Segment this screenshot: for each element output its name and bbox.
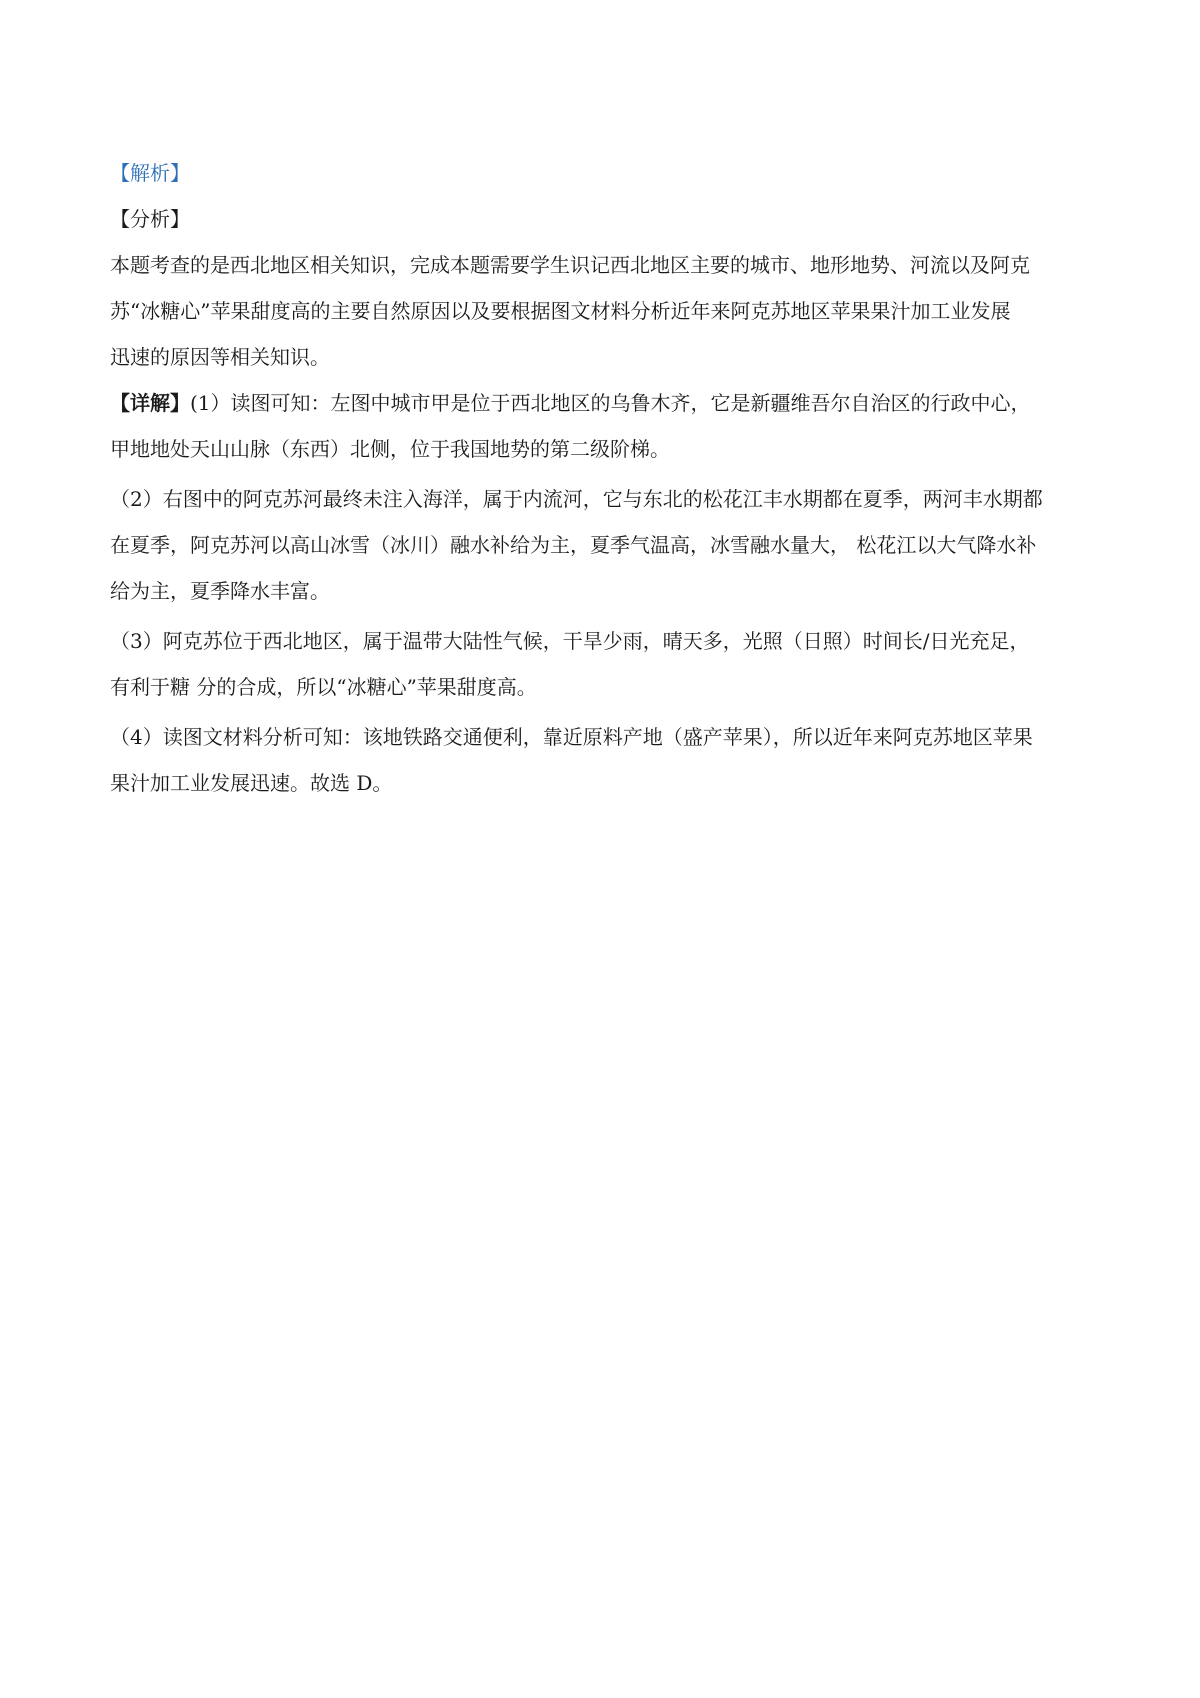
analysis-label: 【分析】 [110, 207, 190, 231]
detail-text: (1）读图可知：左图中城市甲是位于西北地区的乌鲁木齐，它是新疆维吾尔自治区的行政中心， [190, 391, 1031, 415]
detail-paragraph-4 [110, 714, 1096, 806]
detail-paragraph-2 [110, 476, 1096, 614]
detail-line: 给为主，夏季降水丰富。 [110, 579, 330, 603]
analysis-line: 苏“冰糖心”苹果甜度高的主要自然原因以及要根据图文材料分析近年来阿克苏地区苹果果汁加工业发展 [110, 299, 1011, 323]
detail-line: （4）读图文材料分析可知：该地铁路交通便利，靠近原料产地（盛产苹果），所以近年来阿克苏地区苹果 [110, 725, 1033, 749]
detail-paragraph-3 [110, 618, 1096, 710]
detail-line: 果汁加工业发展迅速。故选 D。 [110, 771, 393, 795]
detail-label: 【详解】 [110, 391, 190, 415]
detail-line: （3）阿克苏位于西北地区，属于温带大陆性气候，干旱少雨，晴天多，光照（日照）时间长/日光充足， [110, 629, 1030, 653]
analysis-line: 本题考查的是西北地区相关知识，完成本题需要学生识记西北地区主要的城市、地形地势、河流以及阿克 [110, 253, 1030, 277]
detail-paragraph-1 [110, 380, 1096, 472]
detail-line: （2）右图中的阿克苏河最终未注入海洋，属于内流河，它与东北的松花江丰水期都在夏季，两河丰水期都 [110, 487, 1043, 511]
analysis-line: 迅速的原因等相关知识。 [110, 345, 330, 369]
detail-line: 有利于糖 分的合成，所以“冰糖心”苹果甜度高。 [110, 675, 537, 699]
detail-line: 在夏季，阿克苏河以高山冰雪（冰川）融水补给为主，夏季气温高，冰雪融水量大， 松花江以大气降水补 [110, 533, 1037, 557]
explanation-heading: 【解析】 [110, 161, 190, 185]
analysis-paragraph [110, 242, 1096, 380]
answer-explanation [110, 150, 1096, 806]
detail-line: 甲地地处天山山脉（东西）北侧，位于我国地势的第二级阶梯。 [110, 437, 670, 461]
detail-line [110, 380, 1096, 426]
